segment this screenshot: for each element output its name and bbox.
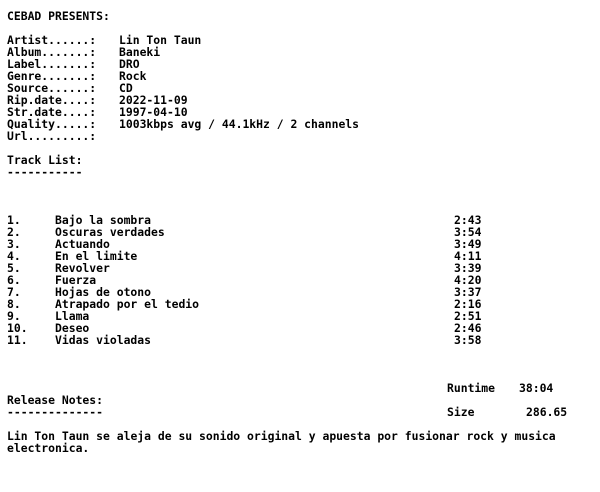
track-title: Oscuras verdades <box>55 225 165 239</box>
field-label: Label.......: <box>7 57 97 71</box>
runtime-value: 38:04 <box>519 381 554 395</box>
track-duration: 4:20 <box>454 273 482 287</box>
field-label: Artist......: <box>7 33 97 47</box>
track-row <box>7 334 597 346</box>
track-number: 11. <box>7 333 28 347</box>
track-title: Llama <box>55 309 90 323</box>
release-notes-underline: -------------- <box>7 405 104 419</box>
track-number: 1. <box>7 213 21 227</box>
track-duration: 2:46 <box>454 321 482 335</box>
track-title: Atrapado por el tedio <box>55 297 200 311</box>
field-value: CD <box>119 81 133 95</box>
track-title: Vidas violadas <box>55 333 152 347</box>
field-value: 1003kbps avg / 44.1kHz / 2 channels <box>119 117 360 131</box>
track-number: 3. <box>7 237 21 251</box>
track-number: 5. <box>7 261 21 275</box>
field-label: Source......: <box>7 81 97 95</box>
field-label: Str.date....: <box>7 105 97 119</box>
field-label: Album.......: <box>7 45 97 59</box>
field-label: Rip.date....: <box>7 93 97 107</box>
track-duration: 4:11 <box>454 249 482 263</box>
track-row <box>7 310 597 322</box>
field-value: Rock <box>119 69 147 83</box>
track-duration: 3:49 <box>454 237 482 251</box>
field-value: DRO <box>119 57 140 71</box>
track-number: 8. <box>7 297 21 311</box>
runtime-label: Runtime <box>447 381 496 395</box>
field-label: Genre.......: <box>7 69 97 83</box>
field-value: Lin Ton Taun <box>119 33 202 47</box>
field-label: Quality.....: <box>7 117 97 131</box>
track-duration: 2:16 <box>454 297 482 311</box>
track-title: Hojas de otono <box>55 285 152 299</box>
info-fields <box>7 34 597 142</box>
track-duration: 3:39 <box>454 261 482 275</box>
track-duration: 3:54 <box>454 225 482 239</box>
size-value: 286.65 <box>526 405 568 419</box>
field-label: Url.........: <box>7 129 97 143</box>
header-title: CEBAD PRESENTS: <box>7 9 110 23</box>
track-number: 7. <box>7 285 21 299</box>
track-number: 9. <box>7 309 21 323</box>
tracklist-heading: Track List: <box>7 153 83 167</box>
track-duration: 3:58 <box>454 333 482 347</box>
track-title: Revolver <box>55 261 110 275</box>
nfo-document <box>7 10 597 454</box>
size-label: Size <box>447 405 475 419</box>
field-value: 2022-11-09 <box>119 93 188 107</box>
track-duration: 2:51 <box>454 309 482 323</box>
track-number: 4. <box>7 249 21 263</box>
track-title: Deseo <box>55 321 90 335</box>
track-number: 6. <box>7 273 21 287</box>
field-value: 1997-04-10 <box>119 105 188 119</box>
track-list <box>7 214 597 346</box>
track-duration: 2:43 <box>454 213 482 227</box>
track-number: 10. <box>7 321 28 335</box>
release-notes-heading: Release Notes: <box>7 393 104 407</box>
track-title: En el limite <box>55 249 138 263</box>
tracklist-underline: ----------- <box>7 165 83 179</box>
size-row <box>7 393 597 419</box>
track-title: Fuerza <box>55 273 97 287</box>
track-duration: 3:37 <box>454 285 482 299</box>
track-title: Actuando <box>55 237 110 251</box>
track-title: Bajo la sombra <box>55 213 152 227</box>
release-notes-text: Lin Ton Taun se aleja de su sonido original y apuesta por fusionar rock y musica electronica. <box>7 429 556 455</box>
track-row <box>7 298 597 310</box>
track-number: 2. <box>7 225 21 239</box>
field-value: Baneki <box>119 45 161 59</box>
field-url <box>7 130 597 142</box>
